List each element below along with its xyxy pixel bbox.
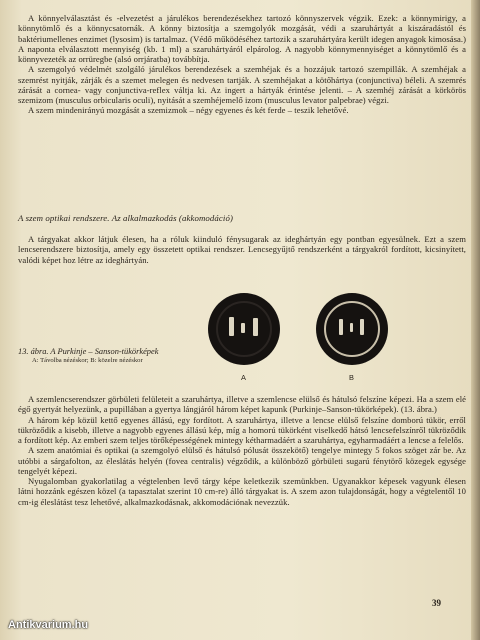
paragraph-optical-system: A tárgyakat akkor látjuk élesen, ha a róluk kiinduló fénysugarak az ideghártyán egy pontban egyesülnek. Ezt a szem lencserendszere biztosítja, amely egy összetett optikai rendszer. Lencsegyűjtő rendszerként a tárgyakról fordított, kicsinyített, valódi képet hoz létre az ideghártyán. [18,234,466,265]
reflection-image-right [360,319,364,335]
reflection-image-center [350,323,353,332]
reflection-image-left [339,319,343,335]
watermark-logo: Antikvarium.hu [8,619,89,631]
paragraph-tear-organs: A könnyelválasztást és -elvezetést a járulékos berendezésekhez tartozó könnyszervek végzik. Ezek: a könnymirigy, a könnytömlő és a könnycsatornák. A könny biztosítja a szemgolyók mozgását, védi a szaruhártyát a kiszáradástól és baktériumellenes enzimet (lysosim) is tartalmaz. (Védő működéséhez tartozik a szaruhártyára került idegen anyagok kimosása.) A naponta elválasztott mennyiség (kb. 1 ml) a szaruhártyáról elpárolog. A nagyobb könnymennyiséget a könnytömlő és a könnyvezeték az orrüregbe (alsó orrjáratba) továbbítja. [18,13,466,64]
text-block-top [18,13,466,116]
reflection-image-left [229,317,234,336]
purkinje-eye-disc-icon [208,293,280,365]
paragraph-three-images: A három kép közül kettő egyenes állású, egy fordított. A szaruhártya, illetve a lencse elülső felszíne domború tükör, erről tükröződik a kisebb, illetve a nagyobb egyenes állású kép, míg a homorú tükörként viselkedő hátsó lencsefelszínről tükröződik a fordított kép. Az emberi szem teljes törőképességének mintegy kétharmadáért a szaruhártya, egyharmadáért a lencse a felelős. [18,414,466,445]
page-number: 39 [432,598,441,608]
figure-label-b: B [349,373,354,382]
purkinje-eye-disc-icon [316,293,388,365]
reflection-image-center [241,323,245,333]
figure-caption [18,347,218,364]
paragraph-eye-muscles: A szem mindenirányú mozgását a szemizmok – négy egyenes és két ferde – teszik lehetővé. [28,105,349,116]
paragraph-accommodation: Nyugalomban gyakorlatilag a végtelenben levő tárgy képe keletkezik szemünkben. Ugyanakkor képesek vagyunk élesen látni hozzánk egészen közel (a tapasztalat szerint 10 cm-re) álló tárgyakat is. A szem azon tulajdonságát, hogy a végtelentől 10 cm-ig éleslátást tesz lehetővé, alkalmazkodásnak, akkomodációnak nevezzük. [18,476,466,507]
figure-caption-subtitle: A: Távolba nézéskor; B: közelre nézéskor [32,357,143,364]
section-heading: A szem optikai rendszere. Az alkalmazkodás (akkomodáció) [18,213,233,223]
text-block-bottom [18,394,466,507]
paragraph-eye-axes: A szem anatómiai és optikai (a szemgolyó elülső és hátulsó pólusát összekötő) tengelye mintegy 5 fokos szöget zár be. Az utóbbi a sárgafolton, az éleslátás helyén (fovea centralis) végződik, a különböző görbületi sugarú fénytörő közegek egysége tengelyét képezi. [18,445,466,476]
figure-caption-title: 13. ábra. A Purkinje – Sanson-tükörképek [18,347,159,356]
figure-label-a: A [241,373,246,382]
paragraph-purkinje-images: A szemlencserendszer görbületi felületeit a szaruhártya, illetve a szemlencse elülső és hátulsó felszíne képezi. Ha a szem elé égő gyertyát helyezünk, a pupillában a gyertya lángjáról három képet kapunk (Purkinje–Sanson-tükörképek). (13. ábra.) [18,394,466,415]
paragraph-eyelids: A szemgolyó védelmét szolgáló járulékos berendezések a szemhéjak és a hozzájuk tartozó szempillák. A szemhéjak a szemrést nyitják, zárják és a szemet melegen és nedvesen tartják. A szemhéjakat a kötőhártya (conjunctiva) béleli. A szemrés zárását a cornea- vagy conjunctiva-reflex váltja ki. Az ingert a hártyák érintése jelenti. – A szemhéj zárását a körkörös szemizom (musculus orbicularis oculi), nyitását a szemhéjemelő izom (musculus levator palpebrae) végzi. [18,64,466,105]
text-block-middle [18,234,466,265]
figure-13 [0,293,480,385]
reflection-image-right [253,318,258,336]
